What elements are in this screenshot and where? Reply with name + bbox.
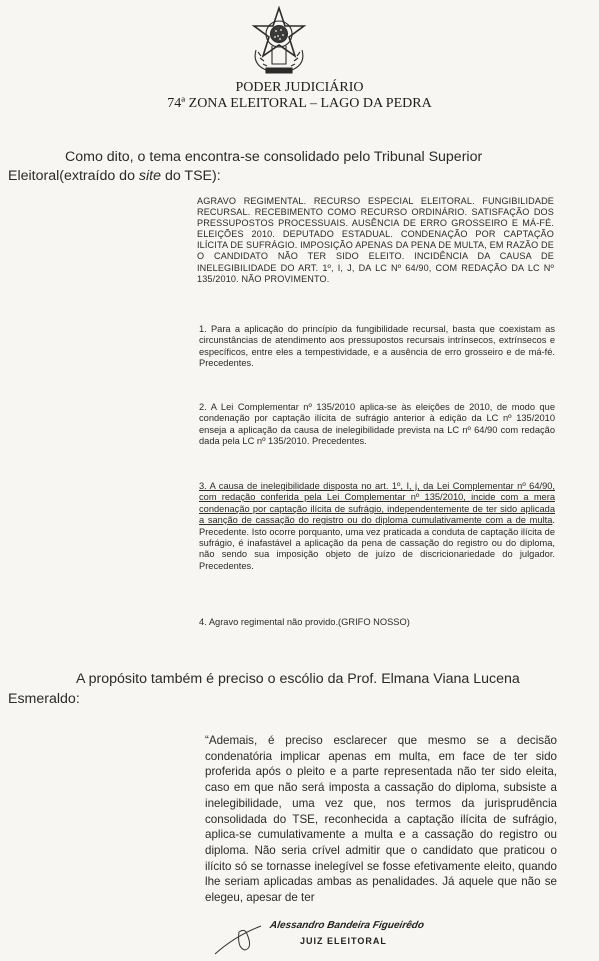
ementa-summary: AGRAVO REGIMENTAL. RECURSO ESPECIAL ELEITORAL. FUNGIBILIDADE RECURSAL. RECEBIMENTO COMO RECURSO ORDINÁRIO. SATISFAÇÃO DOS PRESSUPOSTOS PROCESSUAIS. AUSÊNCIA DE ERRO GROSSEIRO E MÁ-FÉ. ELEIÇÕES 2010. DEPUTADO ESTADUAL. CONDENAÇÃO POR CAPTAÇÃO ILÍCITA DE SUFRÁGIO. IMPOSIÇÃO APENAS DA PENA DE MULTA, EM RAZÃO DE O CANDIDATO NÃO TER SIDO ELEITO. INCIDÊNCIA DA CAUSA DE INELEGIBILIDADE DO ART. 1º, I, J, DA LC Nº 64/90, COM REDAÇÃO DA LC Nº 135/2010. NÃO PROVIMENTO. — [197, 196, 554, 284]
intro-paragraph — [8, 148, 548, 186]
intro-text-a: Eleitoral(extraído do — [8, 168, 139, 184]
electoral-zone: 74ª ZONA ELEITORAL – LAGO DA PEDRA — [167, 96, 432, 111]
coat-of-arms-emblem — [248, 6, 310, 78]
doctrine-quote: “Ademais, é preciso esclarecer que mesmo se a decisão condenatória implicar apenas em multa, em face de ter sido proferida após o pleito e a parte representada não ter sido eleita, caso em que não será imposta a cassação do diploma, subsiste a inelegibilidade, uma vez que, nos termos da jurisprudência consolidada do TSE, reconhecida a captação ilícita de sufrágio, aplica-se cumulativamente a multa e a cassação do registro ou diploma. Não seria crível admitir que o candidato que praticou o ilícito só se tornasse inelegível se fosse efetivamente eleito, quando lhe seriam aplicadas ambas as penalidades. Já aquele que não se elegeu, apesar de ter — [205, 734, 557, 905]
signature-scribble — [205, 918, 265, 958]
intro-text-b: do TSE): — [161, 168, 221, 184]
judge-signature-name: Alessandro Bandeira Figueirêdo — [269, 920, 425, 931]
doctrine-intro — [8, 669, 568, 709]
ementa-item-3 — [199, 481, 555, 572]
court-name: PODER JUDICIÁRIO — [235, 80, 364, 95]
item-3-rest: . Precedente. Isto ocorre porquanto, uma vez praticada a conduta de captação ilícita de sufrágio, é inafastável a aplicação da pena de cassação do registro ou do diploma, não sendo sua imposição objeto de juízo de discricionariedade do julgador. Precedentes. — [199, 515, 555, 571]
ementa-item-1: 1. Para a aplicação do princípio da fungibilidade recursal, basta que coexistam as circunstâncias de atendimento aos pressupostos recursais intrínsecos, extrínsecos e específicos, entre eles a tempestividade, e a ausência de erro grosseiro e de má-fé. Precedentes. — [199, 324, 555, 369]
intro-site-word: site — [138, 168, 161, 184]
ementa-item-2: 2. A Lei Complementar nº 135/2010 aplica-se às eleições de 2010, de modo que condenação por captação ilícita de sufrágio anterior à edição da LC nº 135/2010 enseja a aplicação da causa de inelegibilidade prevista na LC nº 64/90 com redação dada pela LC nº 135/2010. Precedentes. — [199, 402, 555, 447]
intro-line-2 — [8, 167, 548, 186]
doctrine-intro-line-2: Esmeraldo: — [8, 691, 80, 707]
intro-line-1: Como dito, o tema encontra-se consolidado pelo Tribunal Superior — [65, 149, 483, 165]
judge-role: JUIZ ELEITORAL — [300, 936, 387, 946]
item-3-underlined: 3. A causa de inelegibilidade disposta no art. 1º, I, j, da Lei Complementar nº 64/90, com redação conferida pela Lei Complementar nº 135/2010, incide com a mera condenação por captação ilícita de sufrágio, independentemente de ter sido aplicada a sanção de cassação do registro ou do diploma cumulativamente com a de multa — [199, 481, 555, 526]
ementa-item-4: 4. Agravo regimental não provido.(GRIFO NOSSO) — [199, 617, 410, 627]
doctrine-intro-line-1: A propósito também é preciso o escólio da Prof. Elmana Viana Lucena — [76, 671, 520, 687]
